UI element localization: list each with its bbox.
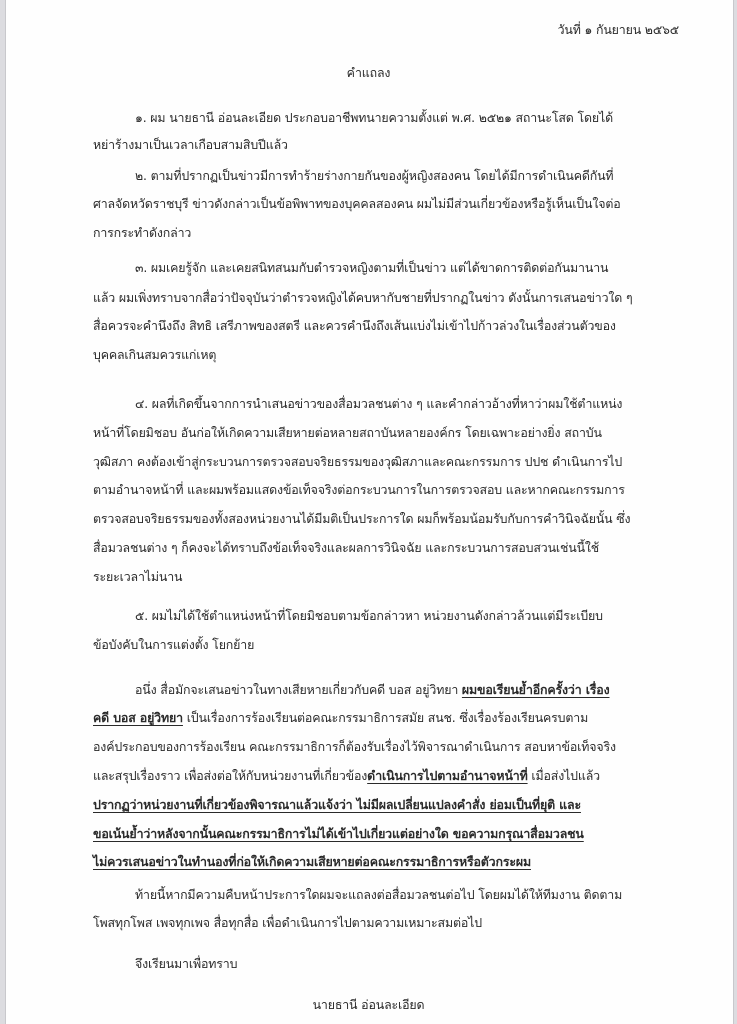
emphasis-text: ปรากฏว่าหน่วยงานที่เกี่ยวข้องพิจารณาแล้วแจ้งว่า ไม่มีผลเปลี่ยนแปลงคำสั่ง ย่อมเป็นที่ยุติ และ	[93, 797, 581, 812]
paragraph-6-text: เป็นเรื่องการร้องเรียนต่อคณะกรรมาธิการสมัย สนช. ซึ่งเรื่องร้องเรียนครบตาม	[182, 710, 589, 725]
paragraph-2-line-3: การกระทำดังกล่าว	[93, 225, 192, 240]
signature: นายธานี อ่อนละเอียด	[312, 997, 425, 1012]
emphasis-text: ผมขอเรียนย้ำอีกครั้งว่า เรื่อง	[461, 682, 610, 697]
paragraph-4-line-4: ตามอำนาจหน้าที่ และผมพร้อมแสดงข้อเท็จจริงต่อกระบวนการในการตรวจสอบ และหากคณะกรรมการ	[93, 482, 625, 497]
paragraph-6-line-2	[0, 709, 737, 727]
paragraph-3-line-1: ๓. ผมเคยรู้จัก และเคยสนิทสนมกับตำรวจหญิงตามที่เป็นข่าว แต่ได้ขาดการติดต่อกันมานาน	[135, 260, 609, 275]
paragraph-5-line-2: ข้อบังคับในการแต่งตั้ง โยกย้าย	[93, 637, 255, 652]
paragraph-7-line-2: โพสทุกโพส เพจทุกเพจ สื่อทุกสื่อ เพื่อดำเนินการไปตามความเหมาะสมต่อไป	[93, 915, 482, 930]
closing-line: จึงเรียนมาเพื่อทราบ	[135, 956, 238, 971]
paragraph-6-line-4	[0, 767, 737, 785]
paragraph-6-line-6	[0, 825, 737, 843]
paragraph-6-text: อนึ่ง สื่อมักจะเสนอข่าวในทางเสียหายเกี่ยวกับคดี บอส อยู่วิทยา	[135, 682, 462, 697]
paragraph-2-line-1: ๒. ตามที่ปรากฏเป็นข่าวมีการทำร้ายร่างกายกันของผู้หญิงสองคน โดยได้มีการดำเนินคดีกันที่	[135, 168, 614, 183]
paragraph-5-line-1: ๕. ผมไม่ได้ใช้ตำแหน่งหน้าที่โดยมิชอบตามข้อกล่าวหา หน่วยงานดังกล่าวล้วนแต่มีระเบียบ	[135, 608, 603, 623]
paragraph-7-line-1: ท้ายนี้หากมีความคืบหน้าประการใดผมจะแถลงต่อสื่อมวลชนต่อไป โดยผมได้ให้ทีมงาน ติดตาม	[135, 887, 623, 902]
paragraph-4-line-6: สื่อมวลชนต่าง ๆ ก็คงจะได้ทราบถึงข้อเท็จจริงและผลการวินิจฉัย และกระบวนการสอบสวนเช่นนี้ใช้	[93, 540, 600, 555]
paragraph-4-line-7: ระยะเวลาไม่นาน	[93, 569, 183, 584]
paragraph-1-line-1: ๑. ผม นายธานี อ่อนละเอียด ประกอบอาชีพทนายความตั้งแต่ พ.ศ. ๒๕๒๑ สถานะโสด โดยได้	[135, 110, 613, 125]
paragraph-3-line-4: บุคคลเกินสมควรแก่เหตุ	[93, 347, 217, 362]
paragraph-4-line-5: ตรวจสอบจริยธรรมของทั้งสองหน่วยงานได้มีมติเป็นประการใด ผมก็พร้อมน้อมรับกับการคำวินิจฉัยนั้น ซึ่ง	[93, 511, 631, 526]
paragraph-3-line-3: สื่อควรจะคำนึงถึง สิทธิ เสรีภาพของสตรี และควรคำนึงถึงเส้นแบ่งไม่เข้าไปก้าวล่วงในเรื่องส่วนตัวของ	[93, 318, 616, 333]
document-date: วันที่ ๑ กันยายน ๒๕๖๕	[557, 22, 679, 37]
paragraph-6-text: และสรุปเรื่องราว เพื่อส่งต่อให้กับหน่วยงานที่เกี่ยวข้อง	[93, 768, 368, 783]
paragraph-6-line-5	[0, 796, 737, 814]
emphasis-text: ไม่ควรเสนอข่าวในทำนองที่ก่อให้เกิดความเสียหายต่อคณะกรรมาธิการหรือตัวกระผม	[93, 854, 531, 869]
paragraph-6-line-3: องค์ประกอบของการร้องเรียน คณะกรรมาธิการก็ต้องรับเรื่องไว้พิจารณาดำเนินการ สอบหาข้อเท็จจริง	[93, 739, 616, 754]
emphasis-text: ขอเน้นย้ำว่าหลังจากนั้นคณะกรรมาธิการไม่ได้เข้าไปเกี่ยวแต่อย่างใด ขอความกรุณาสื่อมวลชน	[93, 826, 584, 841]
emphasis-text: ดำเนินการไปตามอำนาจหน้าที่	[367, 768, 528, 783]
paragraph-6-line-1	[0, 681, 737, 699]
paragraph-4-line-3: วุฒิสภา คงต้องเข้าสู่กระบวนการตรวจสอบจริยธรรมของวุฒิสภาและคณะกรรมการ ปปช ดำเนินการไป	[93, 454, 623, 469]
paragraph-4-line-1: ๔. ผลที่เกิดขึ้นจากการนำเสนอข่าวของสื่อมวลชนต่าง ๆ และคำกล่าวอ้างที่หาว่าผมใช้ตำแหน่ง	[135, 396, 623, 411]
paragraph-1-line-2: หย่าร้างมาเป็นเวลาเกือบสามสิบปีแล้ว	[93, 137, 288, 152]
paragraph-4-line-2: หน้าที่โดยมิชอบ อันก่อให้เกิดความเสียหายต่อหลายสถาบันหลายองค์กร โดยเฉพาะอย่างยิ่ง สถาบัน	[93, 425, 602, 440]
paragraph-6-line-7	[0, 853, 737, 871]
paragraph-6-text: เมื่อส่งไปแล้ว	[527, 768, 600, 783]
paragraph-3-line-2: แล้ว ผมเพิ่งทราบจากสื่อว่าปัจจุบันว่าตำรวจหญิงได้คบหากับชายที่ปรากฏในข่าว ดังนั้นการเสนอข่าวใด ๆ	[93, 290, 633, 305]
document-title: คำแถลง	[346, 65, 391, 80]
paragraph-2-line-2: ศาลจัดหวัดราชบุรี ข่าวดังกล่าวเป็นข้อพิพาทของบุคคลสองคน ผมไม่มีส่วนเกี่ยวข้องหรือรู้เห็นเป็นใจต่อ	[93, 196, 621, 211]
emphasis-text: คดี บอส อยู่วิทยา	[93, 710, 183, 725]
